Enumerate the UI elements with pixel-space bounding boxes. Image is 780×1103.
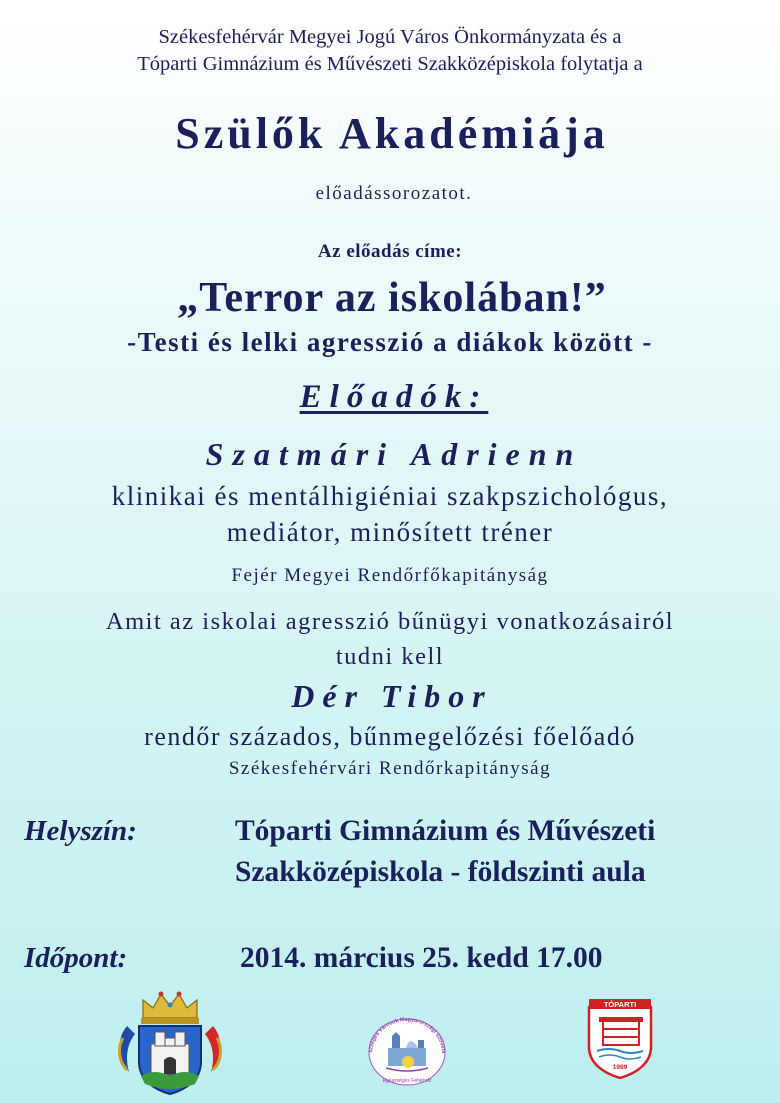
speaker-1-organization: Fejér Megyei Rendőrfőkapitányság [231,565,549,586]
speaker-2-organization: Székesfehérvári Rendőrkapitányság [228,758,552,779]
intro-line-1: Székesfehérvár Megyei Jogú Város Önkormányzata és a [158,26,622,48]
city-coat-of-arms-icon [115,988,225,1096]
speaker-2-role: rendőr százados, bűnmegelőzési főelőadó [144,722,636,751]
lecture-title-label: Az előadás címe: [317,241,463,262]
speakers-heading: Előadók: [299,379,489,415]
school-emblem-icon [585,997,655,1079]
lecture-subtitle: -Testi és lelki agresszió a diákok között - [127,327,653,357]
speaker-2-name: Dér Tibor [291,678,493,714]
emblem-year: 1989 [612,1064,628,1071]
program-title: Szülők Akadémiája [175,109,609,158]
topic-line-1: Amit az iskolai agresszió bűnügyi vonatkozásairól [105,608,675,635]
time-label: Időpont: [24,942,128,974]
association-seal-icon [362,1012,452,1087]
seal-arc-text: szséges Városok Magyarországi Szövets [367,1016,447,1054]
speaker-1-role-line-2: mediátor, minősített tréner [226,517,554,547]
seal-bottom-text: Egészséges Fehérvár [382,1078,432,1084]
venue-line-2: Szakközépiskola - földszinti aula [235,856,646,888]
speaker-1-role-line-1: klinikai és mentálhigiéniai szakpszichológus, [111,481,669,511]
venue-label: Helyszín: [24,815,137,847]
lecture-title: „Terror az iskolában!” [177,275,607,321]
venue-line-1: Tóparti Gimnázium és Művészeti [235,815,656,847]
time-value: 2014. március 25. kedd 17.00 [240,942,603,974]
intro-line-2: Tóparti Gimnázium és Művészeti Szakközépiskola folytatja a [137,53,643,75]
series-word: előadássorozatot. [315,183,473,204]
topic-line-2: tudni kell [335,643,445,670]
emblem-top-text: TÓPARTI [603,1000,637,1009]
speaker-1-name: Szatmári Adrienn [205,436,583,472]
